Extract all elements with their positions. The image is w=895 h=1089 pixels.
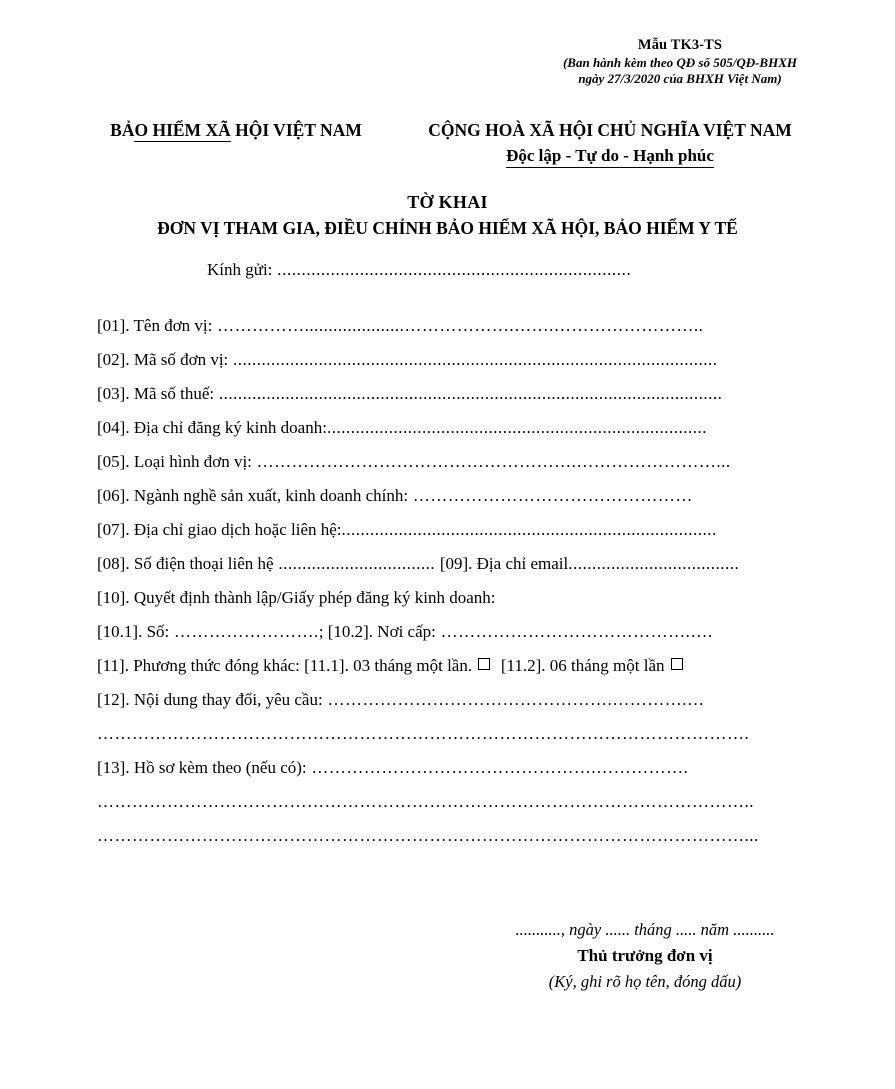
checkbox-11-1[interactable] xyxy=(478,658,490,670)
field-input-09[interactable]: .................................... xyxy=(568,554,740,573)
recipient-dots[interactable]: ......................................................................... xyxy=(272,260,632,279)
form-code-block xyxy=(500,36,860,88)
field-label-02: [02]. Mã số đơn vị: xyxy=(97,350,229,369)
field-label-08: [08]. Số điện thoại liên hệ xyxy=(97,554,274,573)
field-row-06 xyxy=(97,482,833,516)
field-label-04: [04]. Địa chỉ đăng ký kinh doanh: xyxy=(97,418,327,437)
field-label-03: [03]. Mã số thuế: xyxy=(97,384,215,403)
form-code: Mẫu TK3-TS xyxy=(637,37,723,53)
title-block xyxy=(0,192,895,239)
field-row-12 xyxy=(97,686,833,720)
form-issue-line-2: ngày 27/3/2020 của BHXH Việt Nam) xyxy=(578,71,782,87)
field-12-continuation xyxy=(97,720,833,754)
recipient-line xyxy=(207,260,631,280)
field-13-continuation-1 xyxy=(97,788,833,822)
signature-role: Thủ trưởng đơn vị xyxy=(577,945,713,965)
field-label-06: [06]. Ngành nghề sản xuất, kinh doanh chính: xyxy=(97,486,409,505)
field-label-11-1: [11.1]. 03 tháng một lần. xyxy=(304,656,473,675)
field-row-10-1-10-2 xyxy=(97,618,833,652)
field-13-continuation-dots-1[interactable]: ………………………………………………………………………………………………….. xyxy=(97,792,754,811)
field-row-11 xyxy=(97,652,833,686)
form-fields xyxy=(97,312,833,856)
checkbox-11-2[interactable] xyxy=(671,658,683,670)
field-row-04 xyxy=(97,414,833,448)
field-input-13[interactable]: ………………………………………….……………. xyxy=(306,758,689,777)
field-13-continuation-2 xyxy=(97,822,833,856)
field-label-09: [09]. Địa chỉ email xyxy=(439,554,569,573)
masthead xyxy=(0,120,895,182)
signature-note: (Ký, ghi rõ họ tên, đóng dấu) xyxy=(548,971,742,991)
field-input-10-2[interactable]: …………………………………….…. xyxy=(435,622,713,641)
field-row-01 xyxy=(97,312,833,346)
org-name-suffix: HỘI VIỆT NAM xyxy=(230,120,362,140)
organization-name xyxy=(86,120,386,141)
field-input-06[interactable]: ………………………………………… xyxy=(408,486,693,505)
field-label-10-1: [10.1]. Số: xyxy=(97,622,170,641)
document-subtitle: ĐƠN VỊ THAM GIA, ĐIỀU CHỈNH BẢO HIỂM XÃ HỘI, BẢO HIỂM Y TẾ xyxy=(157,218,738,238)
national-heading xyxy=(395,120,825,168)
field-row-08-09 xyxy=(97,550,833,584)
recipient-label: Kính gửi: xyxy=(207,260,273,279)
field-label-10-2: [10.2]. Nơi cấp: xyxy=(327,622,436,641)
field-input-12[interactable]: ………………………………………….………….… xyxy=(322,690,705,709)
signature-block xyxy=(455,918,835,993)
field-separator-10: ; xyxy=(318,622,328,641)
field-input-03[interactable]: .......................................................................................................... xyxy=(214,384,723,403)
field-row-03 xyxy=(97,380,833,414)
document-title: TỜ KHAI xyxy=(407,192,488,212)
field-row-05 xyxy=(97,448,833,482)
field-label-11: [11]. Phương thức đóng khác: xyxy=(97,656,300,675)
field-label-01: [01]. Tên đơn vị: xyxy=(97,316,213,335)
field-row-10 xyxy=(97,584,833,618)
field-13-continuation-dots-2[interactable]: …………………………………………………………………………………………………... xyxy=(97,826,759,845)
field-label-05: [05]. Loại hình đơn vị: xyxy=(97,452,252,471)
field-input-07[interactable]: ............................................................................... xyxy=(341,520,717,539)
field-input-01[interactable]: …………….....................……………….…….…………………….. xyxy=(212,316,704,335)
field-row-02 xyxy=(97,346,833,380)
field-label-12: [12]. Nội dung thay đổi, yêu cầu: xyxy=(97,690,323,709)
field-label-07: [07]. Địa chỉ giao dịch hoặc liên hệ: xyxy=(97,520,342,539)
org-name-underlined: O HIỂM XÃ xyxy=(134,120,231,140)
field-12-continuation-dots[interactable]: …………………………………………………………………………………………………. xyxy=(97,724,750,743)
field-input-02[interactable]: ...................................................................................................... xyxy=(228,350,718,369)
field-label-10: [10]. Quyết định thành lập/Giấy phép đăng ký kinh doanh: xyxy=(97,588,496,607)
field-row-07 xyxy=(97,516,833,550)
national-title: CỘNG HOÀ XÃ HỘI CHỦ NGHĨA VIỆT NAM xyxy=(428,120,792,140)
field-row-13 xyxy=(97,754,833,788)
field-input-10-1[interactable]: ……………………. xyxy=(169,622,319,641)
signature-date-line[interactable]: ..........., ngày ...... tháng ..... năm .......... xyxy=(515,920,775,939)
field-label-13: [13]. Hồ sơ kèm theo (nếu có): xyxy=(97,758,307,777)
org-name-prefix: BẢ xyxy=(110,120,135,140)
field-input-04[interactable]: ................................................................................ xyxy=(326,418,707,437)
field-input-05[interactable]: ……………………………………………….……………………... xyxy=(251,452,731,471)
form-issue-line-1: (Ban hành kèm theo QĐ số 505/QĐ-BHXH xyxy=(562,54,798,70)
national-motto: Độc lập - Tự do - Hạnh phúc xyxy=(506,146,714,168)
field-input-08[interactable]: ................................. xyxy=(273,554,440,573)
field-label-11-2: [11.2]. 06 tháng một lần xyxy=(500,656,665,675)
